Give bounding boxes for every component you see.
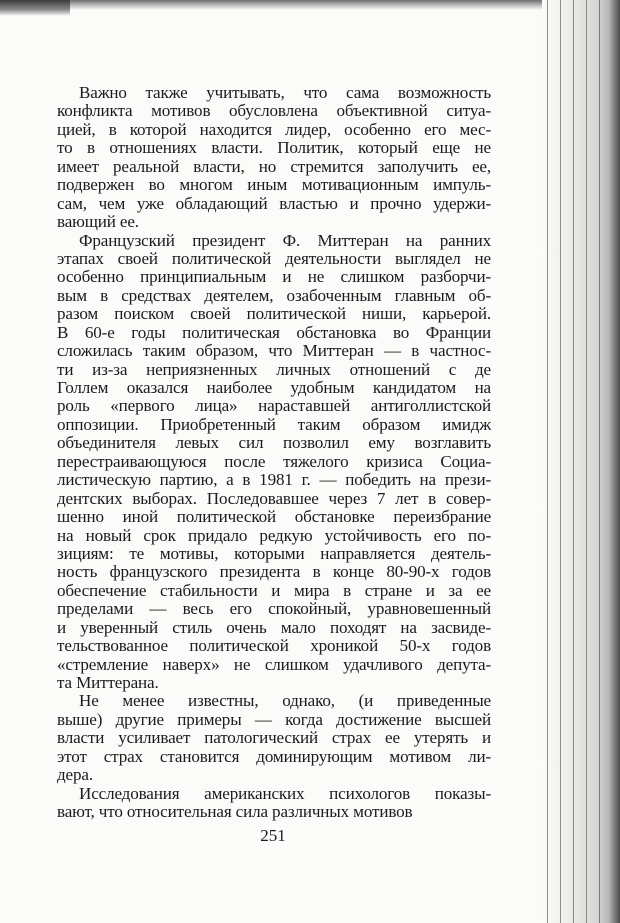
text-line: имеет реальной власти, но стремится заполучить ее,: [57, 156, 491, 176]
text-line: особенно принципиальным и не слишком разборчи-: [57, 267, 491, 287]
scan-edge-top-left: [0, 0, 70, 16]
text-line: роль «первого лица» нараставшей антиголлистской: [57, 396, 491, 416]
text-line: дентских выборах. Последовавшее через 7 лет в совер-: [57, 488, 491, 508]
text-line: выше) другие примеры — когда достижение высшей: [57, 709, 491, 729]
text-line: вающий ее.: [57, 212, 139, 232]
paragraph: [57, 692, 491, 784]
scan-edge-right-dark: [608, 0, 620, 923]
text-line: оппозиции. Приобретенный таким образом имидж: [57, 414, 491, 434]
paragraph: [57, 232, 491, 693]
text-line: пределами — весь его спокойный, уравновешенный: [57, 599, 491, 619]
text-line: обеспечение стабильности и мира в стране и за ее: [57, 580, 491, 600]
scan-edge-top: [0, 0, 620, 10]
text-line: ти из-за неприязненных личных отношений с де: [57, 359, 491, 379]
text-line: подвержен во многом иным мотивационным импуль-: [57, 175, 491, 195]
paragraph: [57, 785, 491, 822]
text-line: зициям: те мотивы, которыми направляется деятель-: [57, 543, 491, 563]
text-line: разом поиском своей политической ниши, карьерой.: [57, 304, 491, 324]
text-line: объединителя левых сил позволил ему возглавить: [57, 433, 491, 453]
text-line: та Миттерана.: [57, 673, 159, 692]
text-line: власти усиливает патологический страх ее утерять и: [57, 728, 491, 748]
text-line: этапах своей политической деятельности выглядел не: [57, 248, 491, 268]
text-line: цией, в которой находится лидер, особенно его мес-: [57, 119, 491, 139]
text-line: шенно иной политической обстановке переизбрание: [57, 507, 491, 527]
page-number: 251: [260, 826, 286, 845]
text-line: «стремление наверх» не слишком удачливого депута-: [57, 654, 491, 674]
text-line: Не менее известны, однако, (и приведенные: [79, 691, 491, 711]
text-line: Голлем оказался наиболее удобным кандидатом на: [57, 378, 491, 397]
text-line: и уверенный стиль очень мало походят на засвиде-: [57, 617, 491, 637]
body-text: [57, 84, 491, 822]
text-line: то в отношениях власти. Политик, который еще не: [57, 138, 491, 158]
text-line: этот страх становится доминирующим мотивом ли-: [57, 746, 491, 766]
text-line: Французский президент Ф. Миттеран на ранних: [79, 230, 491, 250]
text-line: перестраивающуюся после тяжелого кризиса Социа-: [57, 451, 491, 471]
text-line: вают, что относительная сила различных мотивов: [57, 802, 413, 822]
text-line: дера.: [57, 765, 93, 785]
paragraph: [57, 84, 491, 232]
text-line: на новый срок придало редкую устойчивость его по-: [57, 525, 491, 545]
text-line: вым в средствах деятелем, озабоченным главным об-: [57, 285, 491, 305]
text-line: Важно также учитывать, что сама возможность: [79, 83, 491, 102]
text-line: тельствованное политической хроникой 50-х годов: [57, 636, 491, 656]
text-line: листическую партию, а в 1981 г. — победить на прези-: [57, 470, 491, 490]
text-line: сам, чем уже обладающий властью и прочно удержи-: [57, 193, 491, 213]
text-line: ность французского президента в конце 80-90-х годов: [57, 562, 491, 582]
text-line: Исследования американских психологов показы-: [79, 783, 491, 803]
text-line: В 60-е годы политическая обстановка во Франции: [57, 322, 491, 342]
text-line: сложилась таким образом, что Миттеран — в частнос-: [57, 341, 491, 361]
text-line: конфликта мотивов обусловлена объективной ситуа-: [57, 101, 491, 121]
